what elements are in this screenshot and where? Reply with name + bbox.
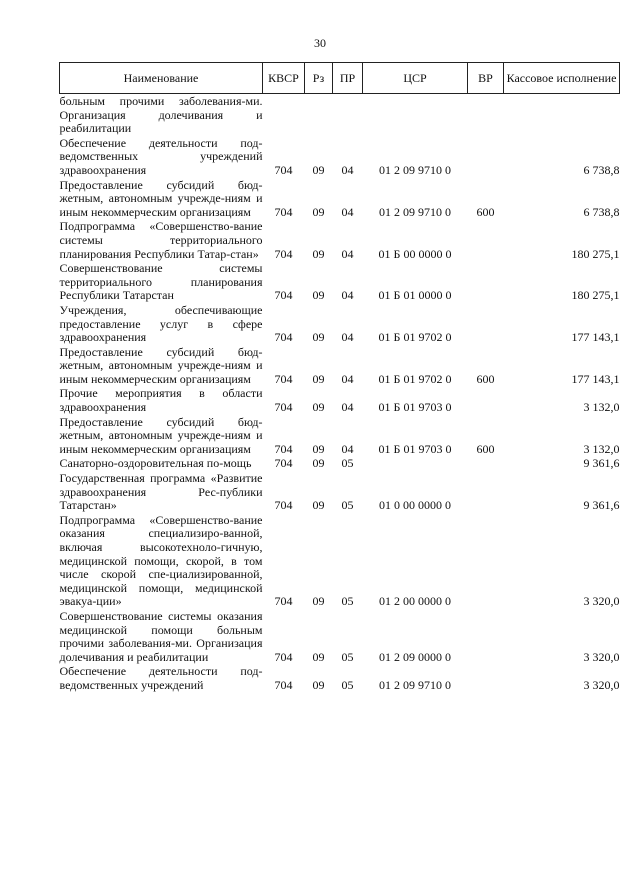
cell-vr: [468, 386, 504, 414]
cell-kvsr: 704: [274, 288, 293, 303]
cell-vr: [468, 664, 504, 692]
cell-amount: 6 738,8: [583, 162, 620, 177]
table-row: [60, 178, 620, 220]
cell-pr: 04: [341, 204, 354, 219]
cell-name: Санаторно-оздоровительная по-мощь: [59, 456, 252, 471]
cell-pr: 05: [341, 594, 354, 609]
cell-name: Предоставление субсидий бюд-жетным, автономным учрежде-ниям и иным некоммерческим организациям: [59, 344, 263, 386]
table-row: [60, 415, 620, 457]
header-vr: ВР: [468, 63, 504, 94]
cell-amount: 3 320,0: [583, 594, 620, 609]
cell-pr: 04: [341, 371, 354, 386]
cell-csr: 01 Б 01 9703 0: [378, 441, 452, 456]
cell-kvsr: 704: [274, 246, 293, 261]
table-body: [60, 94, 620, 693]
cell-rz: 09: [312, 288, 325, 303]
cell-kvsr: 704: [274, 498, 293, 513]
header-rz: Рз: [305, 63, 333, 94]
budget-execution-table: [59, 62, 620, 693]
cell-amount: 3 132,0: [583, 400, 620, 415]
cell-amount: 9 361,6: [583, 456, 620, 471]
cell-pr: 05: [341, 498, 354, 513]
cell-kvsr: 704: [274, 400, 293, 415]
cell-amount: [504, 94, 620, 136]
cell-name: Предоставление субсидий бюд-жетным, автономным учрежде-ниям и иным некоммерческим организациям: [59, 177, 263, 219]
cell-rz: 09: [312, 162, 325, 177]
cell-vr: [468, 261, 504, 303]
cell-pr: 05: [341, 677, 354, 692]
cell-pr: 04: [341, 162, 354, 177]
cell-kvsr: 704: [274, 456, 293, 471]
cell-pr: 04: [341, 330, 354, 345]
cell-vr: [468, 513, 504, 609]
table-row: [60, 219, 620, 261]
cell-csr: 01 2 09 9710 0: [379, 677, 451, 692]
cell-kvsr: 704: [274, 330, 293, 345]
cell-csr: 01 2 09 9710 0: [379, 162, 451, 177]
cell-rz: 09: [312, 371, 325, 386]
cell-pr: [333, 94, 363, 136]
cell-csr: 01 Б 00 0000 0: [378, 246, 452, 261]
table-row: [60, 471, 620, 513]
header-amount: Кассовое исполнение: [504, 63, 620, 94]
cell-kvsr: 704: [274, 162, 293, 177]
cell-name: Совершенствование системы территориального планирования Республики Татарстан: [59, 261, 263, 303]
cell-kvsr: 704: [274, 204, 293, 219]
cell-amount: 9 361,6: [583, 498, 620, 513]
cell-kvsr: 704: [274, 594, 293, 609]
cell-pr: 04: [341, 441, 354, 456]
table-row: [60, 261, 620, 303]
table-header-row: [60, 63, 620, 94]
cell-rz: 09: [312, 456, 325, 471]
cell-name: Обеспечение деятельности под-ведомственных учреждений здравоохранения: [59, 135, 263, 177]
cell-kvsr: 704: [274, 677, 293, 692]
cell-csr: 01 0 00 0000 0: [379, 498, 451, 513]
header-kvsr: КВСР: [263, 63, 305, 94]
cell-amount: 180 275,1: [571, 288, 620, 303]
cell-csr: 01 Б 01 9703 0: [378, 400, 452, 415]
cell-amount: 3 132,0: [583, 441, 620, 456]
cell-kvsr: 704: [274, 649, 293, 664]
cell-amount: 177 143,1: [571, 330, 620, 345]
cell-rz: 09: [312, 441, 325, 456]
cell-csr: 01 Б 01 0000 0: [378, 288, 452, 303]
cell-amount: 6 738,8: [583, 204, 620, 219]
cell-vr: [468, 219, 504, 261]
cell-pr: 05: [341, 456, 354, 471]
cell-rz: 09: [312, 594, 325, 609]
table-row: [60, 136, 620, 178]
cell-pr: 04: [341, 288, 354, 303]
cell-vr: [468, 94, 504, 136]
cell-vr: 600: [476, 441, 495, 456]
cell-csr: 01 Б 01 9702 0: [378, 330, 452, 345]
cell-rz: 09: [312, 649, 325, 664]
cell-kvsr: 704: [274, 371, 293, 386]
cell-csr: 01 2 09 0000 0: [379, 649, 451, 664]
cell-amount: 3 320,0: [583, 677, 620, 692]
cell-pr: 04: [341, 246, 354, 261]
cell-kvsr: 704: [274, 441, 293, 456]
cell-pr: 05: [341, 649, 354, 664]
cell-rz: 09: [312, 330, 325, 345]
page-number: 30: [314, 36, 326, 50]
table-row: [60, 609, 620, 664]
table-row: [60, 664, 620, 692]
cell-name: Совершенствование системы оказания медицинской помощи больным прочими заболевания-ми. Организация долечивания и реабилитации: [59, 608, 263, 664]
table-row: [60, 303, 620, 345]
cell-pr: 04: [341, 400, 354, 415]
cell-csr: [363, 456, 468, 471]
table-row: [60, 456, 620, 471]
cell-vr: [468, 471, 504, 513]
cell-name: больным прочими заболевания-ми. Организация долечивания и реабилитации: [59, 94, 263, 136]
header-name: Наименование: [60, 63, 263, 94]
cell-vr: [468, 609, 504, 664]
cell-csr: [363, 94, 468, 136]
cell-name: Государственная программа «Развитие здравоохранения Рес-публики Татарстан»: [59, 471, 263, 513]
cell-name: Прочие мероприятия в области здравоохранения: [59, 386, 263, 415]
cell-rz: 09: [312, 677, 325, 692]
header-csr: ЦСР: [363, 63, 468, 94]
cell-vr: [468, 136, 504, 178]
cell-vr: 600: [476, 204, 495, 219]
cell-vr: [468, 303, 504, 345]
cell-name: Учреждения, обеспечивающие предоставление услуг в сфере здравоохранения: [59, 302, 263, 345]
cell-name: Предоставление субсидий бюд-жетным, автономным учрежде-ниям и иным некоммерческим организациям: [59, 414, 263, 456]
table-row: [60, 513, 620, 609]
table-row: [60, 345, 620, 387]
cell-name: Обеспечение деятельности под-ведомственных учреждений: [59, 664, 263, 692]
cell-rz: 09: [312, 400, 325, 415]
cell-csr: 01 Б 01 9702 0: [378, 371, 452, 386]
cell-rz: 09: [312, 246, 325, 261]
cell-amount: 3 320,0: [583, 649, 620, 664]
cell-vr: [468, 456, 504, 471]
cell-kvsr: [263, 94, 305, 136]
table-row: [60, 94, 620, 136]
cell-name: Подпрограмма «Совершенство-вание системы территориального планирования Республики Татар-стан»: [59, 219, 263, 261]
cell-name: Подпрограмма «Совершенство-вание оказания специализиро-ванной, включая высокотехноло-гичную, медицинской помощи, скорой, в том числе скорой спе-циализированной, медицинской помощи, медицинской эвакуа-ции»: [59, 512, 263, 609]
cell-vr: 600: [476, 371, 495, 386]
cell-amount: 180 275,1: [571, 246, 620, 261]
table-row: [60, 386, 620, 414]
cell-rz: [305, 94, 333, 136]
cell-rz: 09: [312, 204, 325, 219]
cell-rz: 09: [312, 498, 325, 513]
cell-amount: 177 143,1: [571, 371, 620, 386]
header-pr: ПР: [333, 63, 363, 94]
cell-csr: 01 2 09 9710 0: [379, 204, 451, 219]
cell-csr: 01 2 00 0000 0: [379, 594, 451, 609]
